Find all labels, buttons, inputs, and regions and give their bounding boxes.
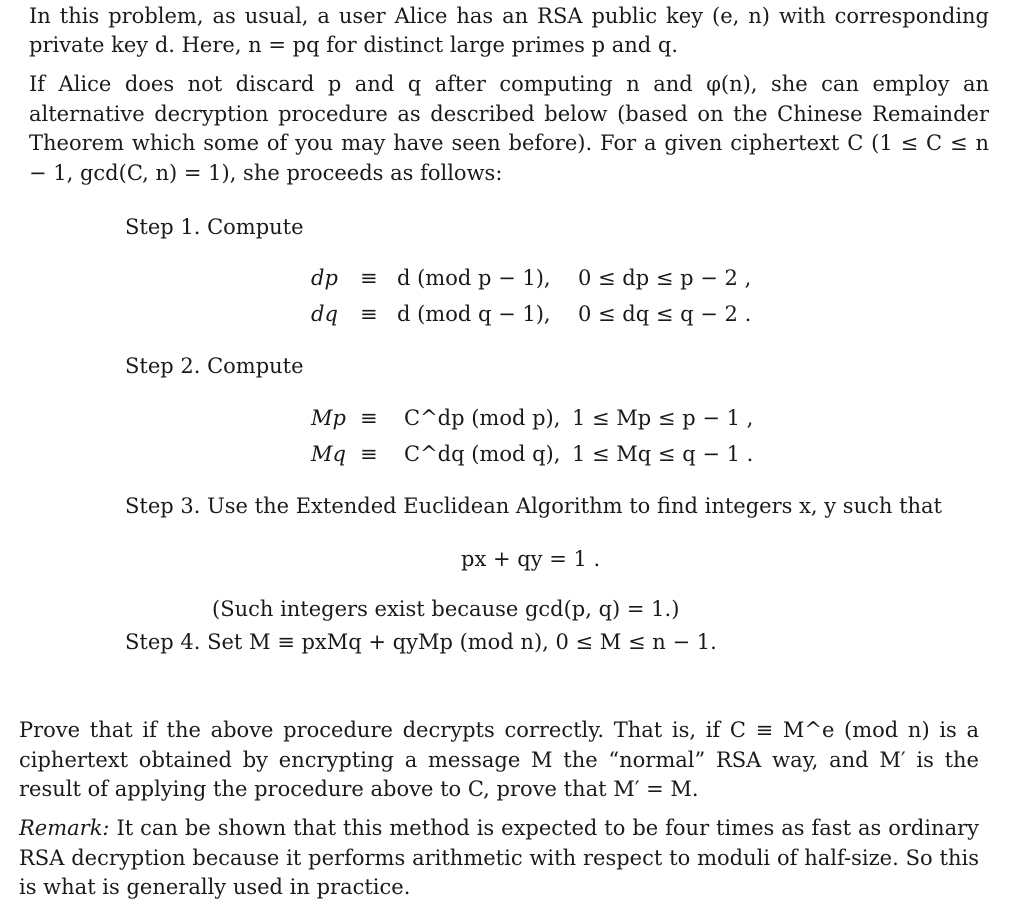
step-1-eq2-lhs: dq (311, 302, 338, 326)
step-2-eq1-condition: 1 ≤ Mp ≤ p − 1 , (572, 406, 754, 430)
step-2-label: Step 2. Compute (125, 354, 304, 378)
remark-paragraph (19, 814, 979, 903)
remark-label: Remark: (19, 816, 110, 840)
step-2-eq1-lhs: Mp (311, 406, 346, 430)
step-1-eq1-rel: ≡ (360, 266, 378, 290)
step-2-eq2-rhs: C^dq (mod q), (404, 442, 561, 466)
step-2-eq2-rel: ≡ (360, 442, 378, 466)
step-1-label: Step 1. Compute (125, 215, 304, 239)
step-2-eq1-rel: ≡ (360, 406, 378, 430)
step-1-eq1-rhs: d (mod p − 1), (397, 266, 551, 290)
step-1-eq2-condition: 0 ≤ dq ≤ q − 2 . (578, 302, 752, 326)
step-3-label: Step 3. Use the Extended Euclidean Algorithm to find integers x, y such that (125, 494, 942, 518)
step-1-eq2-rel: ≡ (360, 302, 378, 326)
step-2-eq2-lhs: Mq (311, 442, 346, 466)
step-3-note: (Such integers exist because gcd(p, q) = 1.) (212, 597, 680, 621)
step-3-equation: px + qy = 1 . (461, 547, 601, 571)
step-4-label: Step 4. Set M ≡ pxMq + qyMp (mod n), 0 ≤ M ≤ n − 1. (125, 630, 717, 654)
step-1-eq1-lhs: dp (311, 266, 338, 290)
step-2-eq1-rhs: C^dp (mod p), (404, 406, 561, 430)
intro-paragraph-1: In this problem, as usual, a user Alice has an RSA public key (e, n) with corresponding private key d. Here, n = pq for distinct large primes p and q. (29, 4, 989, 57)
step-1-eq1-condition: 0 ≤ dp ≤ p − 2 , (578, 266, 752, 290)
step-1-eq2-rhs: d (mod q − 1), (397, 302, 551, 326)
prove-paragraph: Prove that if the above procedure decrypts correctly. That is, if C ≡ M^e (mod n) is a ciphertext obtained by encrypting a message M the “normal” RSA way, and M′ is the result of applying the procedure above to C, prove that M′ = M. (19, 718, 979, 801)
intro-paragraph-2: If Alice does not discard p and q after computing n and φ(n), she can employ an alternative decryption procedure as described below (based on the Chinese Remainder Theorem which some of you may have seen before). For a given ciphertext C (1 ≤ C ≤ n − 1, gcd(C, n) = 1), she proceeds as follows: (29, 72, 989, 185)
remark-text: It can be shown that this method is expected to be four times as fast as ordinary RSA decryption because it performs arithmetic with respect to moduli of half-size. So this is what is generally used in practice. (19, 816, 979, 899)
step-2-eq2-condition: 1 ≤ Mq ≤ q − 1 . (572, 442, 754, 466)
